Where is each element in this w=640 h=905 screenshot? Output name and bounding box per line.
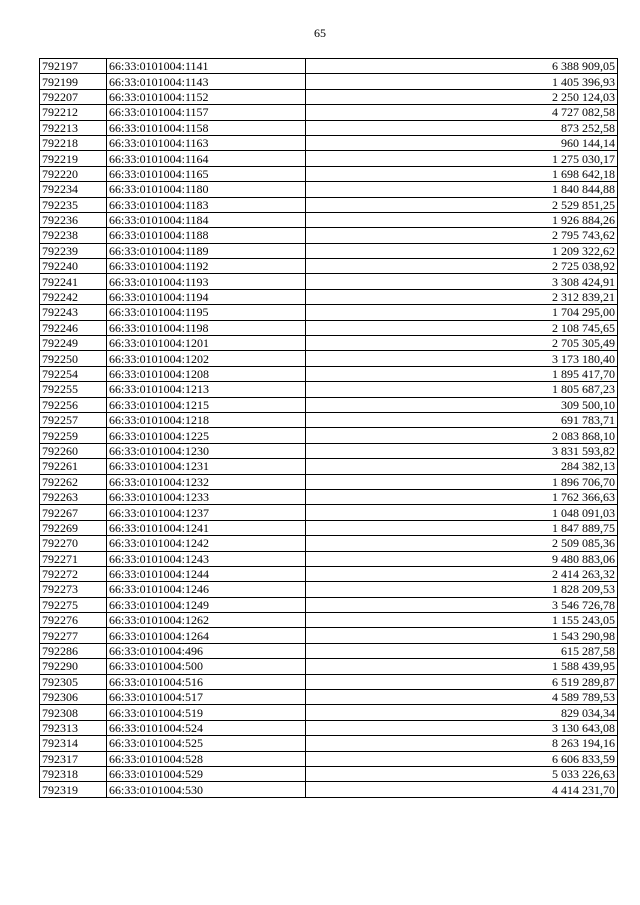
row-number-cell: 792257 xyxy=(40,412,107,427)
cadastral-number-cell: 66:33:0101004:1213 xyxy=(107,382,306,397)
table-row xyxy=(40,613,618,628)
row-number-cell: 792308 xyxy=(40,705,107,720)
cadastral-value-cell: 4 414 231,70 xyxy=(306,782,618,797)
cadastral-value-cell: 2 108 745,65 xyxy=(306,320,618,335)
table-row xyxy=(40,551,618,566)
table-row xyxy=(40,766,618,781)
cadastral-number-cell: 66:33:0101004:1264 xyxy=(107,628,306,643)
cadastral-value-cell: 1 840 844,88 xyxy=(306,182,618,197)
cadastral-number-cell: 66:33:0101004:1262 xyxy=(107,613,306,628)
row-number-cell: 792213 xyxy=(40,120,107,135)
table-row xyxy=(40,135,618,150)
table-row xyxy=(40,597,618,612)
table-row xyxy=(40,582,618,597)
cadastral-number-cell: 66:33:0101004:1198 xyxy=(107,320,306,335)
table-row xyxy=(40,536,618,551)
cadastral-number-cell: 66:33:0101004:1184 xyxy=(107,212,306,227)
row-number-cell: 792273 xyxy=(40,582,107,597)
cadastral-value-cell: 615 287,58 xyxy=(306,643,618,658)
table-row xyxy=(40,412,618,427)
row-number-cell: 792317 xyxy=(40,751,107,766)
cadastral-number-cell: 66:33:0101004:1230 xyxy=(107,443,306,458)
row-number-cell: 792272 xyxy=(40,566,107,581)
cadastral-value-cell: 284 382,13 xyxy=(306,459,618,474)
cadastral-number-cell: 66:33:0101004:1215 xyxy=(107,397,306,412)
table-row xyxy=(40,489,618,504)
row-number-cell: 792313 xyxy=(40,720,107,735)
page-number: 65 xyxy=(314,26,326,40)
cadastral-number-cell: 66:33:0101004:1244 xyxy=(107,566,306,581)
row-number-cell: 792199 xyxy=(40,74,107,89)
table-row xyxy=(40,105,618,120)
cadastral-value-cell: 2 509 085,36 xyxy=(306,536,618,551)
cadastral-number-cell: 66:33:0101004:517 xyxy=(107,690,306,705)
table-row xyxy=(40,89,618,104)
cadastral-number-cell: 66:33:0101004:1195 xyxy=(107,305,306,320)
table-row xyxy=(40,259,618,274)
row-number-cell: 792242 xyxy=(40,289,107,304)
cadastral-value-cell: 3 173 180,40 xyxy=(306,351,618,366)
table-row xyxy=(40,628,618,643)
cadastral-value-cell: 1 896 706,70 xyxy=(306,474,618,489)
row-number-cell: 792255 xyxy=(40,382,107,397)
cadastral-value-cell: 2 725 038,92 xyxy=(306,259,618,274)
table-row xyxy=(40,320,618,335)
cadastral-number-cell: 66:33:0101004:1152 xyxy=(107,89,306,104)
row-number-cell: 792250 xyxy=(40,351,107,366)
row-number-cell: 792263 xyxy=(40,489,107,504)
table-row xyxy=(40,520,618,535)
cadastral-number-cell: 66:33:0101004:1242 xyxy=(107,536,306,551)
cadastral-value-cell: 1 048 091,03 xyxy=(306,505,618,520)
table-row xyxy=(40,659,618,674)
row-number-cell: 792243 xyxy=(40,305,107,320)
cadastral-number-cell: 66:33:0101004:1164 xyxy=(107,151,306,166)
row-number-cell: 792269 xyxy=(40,520,107,535)
cadastral-number-cell: 66:33:0101004:528 xyxy=(107,751,306,766)
cadastral-number-cell: 66:33:0101004:500 xyxy=(107,659,306,674)
cadastral-number-cell: 66:33:0101004:496 xyxy=(107,643,306,658)
row-number-cell: 792306 xyxy=(40,690,107,705)
table-row xyxy=(40,182,618,197)
cadastral-value-cell: 2 250 124,03 xyxy=(306,89,618,104)
cadastral-number-cell: 66:33:0101004:1141 xyxy=(107,59,306,74)
table-row xyxy=(40,705,618,720)
row-number-cell: 792207 xyxy=(40,89,107,104)
row-number-cell: 792239 xyxy=(40,243,107,258)
cadastral-number-cell: 66:33:0101004:1163 xyxy=(107,135,306,150)
table-row xyxy=(40,197,618,212)
table-row xyxy=(40,720,618,735)
table-row xyxy=(40,212,618,227)
cadastral-number-cell: 66:33:0101004:1165 xyxy=(107,166,306,181)
row-number-cell: 792262 xyxy=(40,474,107,489)
cadastral-number-cell: 66:33:0101004:529 xyxy=(107,766,306,781)
table-row xyxy=(40,566,618,581)
cadastral-value-cell: 1 762 366,63 xyxy=(306,489,618,504)
table-row xyxy=(40,151,618,166)
cadastral-value-cell: 4 727 082,58 xyxy=(306,105,618,120)
cadastral-number-cell: 66:33:0101004:1157 xyxy=(107,105,306,120)
cadastral-value-cell: 1 698 642,18 xyxy=(306,166,618,181)
cadastral-number-cell: 66:33:0101004:1237 xyxy=(107,505,306,520)
table-row xyxy=(40,443,618,458)
table-row xyxy=(40,459,618,474)
table-row xyxy=(40,397,618,412)
cadastral-value-cell: 829 034,34 xyxy=(306,705,618,720)
cadastral-value-cell: 873 252,58 xyxy=(306,120,618,135)
table-row xyxy=(40,366,618,381)
cadastral-value-cell: 2 312 839,21 xyxy=(306,289,618,304)
table-row xyxy=(40,305,618,320)
cadastral-value-cell: 309 500,10 xyxy=(306,397,618,412)
cadastral-value-cell: 3 546 726,78 xyxy=(306,597,618,612)
cadastral-value-cell: 8 263 194,16 xyxy=(306,736,618,751)
cadastral-number-cell: 66:33:0101004:1202 xyxy=(107,351,306,366)
cadastral-value-cell: 2 795 743,62 xyxy=(306,228,618,243)
cadastral-value-cell: 5 033 226,63 xyxy=(306,766,618,781)
table-row xyxy=(40,59,618,74)
cadastral-value-cell: 1 588 439,95 xyxy=(306,659,618,674)
row-number-cell: 792277 xyxy=(40,628,107,643)
table-row xyxy=(40,382,618,397)
row-number-cell: 792197 xyxy=(40,59,107,74)
row-number-cell: 792286 xyxy=(40,643,107,658)
cadastral-value-cell: 9 480 883,06 xyxy=(306,551,618,566)
table-row xyxy=(40,228,618,243)
row-number-cell: 792270 xyxy=(40,536,107,551)
row-number-cell: 792267 xyxy=(40,505,107,520)
row-number-cell: 792246 xyxy=(40,320,107,335)
cadastral-number-cell: 66:33:0101004:1232 xyxy=(107,474,306,489)
row-number-cell: 792290 xyxy=(40,659,107,674)
cadastral-value-cell: 1 895 417,70 xyxy=(306,366,618,381)
row-number-cell: 792236 xyxy=(40,212,107,227)
cadastral-number-cell: 66:33:0101004:1143 xyxy=(107,74,306,89)
cadastral-number-cell: 66:33:0101004:525 xyxy=(107,736,306,751)
cadastral-value-cell: 2 529 851,25 xyxy=(306,197,618,212)
cadastral-value-cell: 1 405 396,93 xyxy=(306,74,618,89)
row-number-cell: 792271 xyxy=(40,551,107,566)
row-number-cell: 792275 xyxy=(40,597,107,612)
cadastral-number-cell: 66:33:0101004:1246 xyxy=(107,582,306,597)
table-row xyxy=(40,690,618,705)
table-row xyxy=(40,336,618,351)
table-row xyxy=(40,643,618,658)
cadastral-number-cell: 66:33:0101004:1218 xyxy=(107,412,306,427)
cadastral-value-cell: 1 805 687,23 xyxy=(306,382,618,397)
row-number-cell: 792305 xyxy=(40,674,107,689)
cadastral-value-cell: 1 926 884,26 xyxy=(306,212,618,227)
row-number-cell: 792249 xyxy=(40,336,107,351)
cadastral-number-cell: 66:33:0101004:1192 xyxy=(107,259,306,274)
cadastral-number-cell: 66:33:0101004:1225 xyxy=(107,428,306,443)
row-number-cell: 792261 xyxy=(40,459,107,474)
cadastral-number-cell: 66:33:0101004:1183 xyxy=(107,197,306,212)
row-number-cell: 792319 xyxy=(40,782,107,797)
cadastral-number-cell: 66:33:0101004:1180 xyxy=(107,182,306,197)
registry-table-body xyxy=(40,59,618,798)
cadastral-value-cell: 2 083 868,10 xyxy=(306,428,618,443)
table-row xyxy=(40,428,618,443)
row-number-cell: 792260 xyxy=(40,443,107,458)
row-number-cell: 792254 xyxy=(40,366,107,381)
cadastral-number-cell: 66:33:0101004:1241 xyxy=(107,520,306,535)
table-row xyxy=(40,351,618,366)
cadastral-value-cell: 6 388 909,05 xyxy=(306,59,618,74)
cadastral-number-cell: 66:33:0101004:1249 xyxy=(107,597,306,612)
cadastral-number-cell: 66:33:0101004:1194 xyxy=(107,289,306,304)
row-number-cell: 792240 xyxy=(40,259,107,274)
row-number-cell: 792238 xyxy=(40,228,107,243)
cadastral-number-cell: 66:33:0101004:1188 xyxy=(107,228,306,243)
table-row xyxy=(40,751,618,766)
table-row xyxy=(40,166,618,181)
row-number-cell: 792212 xyxy=(40,105,107,120)
row-number-cell: 792241 xyxy=(40,274,107,289)
cadastral-number-cell: 66:33:0101004:1243 xyxy=(107,551,306,566)
cadastral-number-cell: 66:33:0101004:530 xyxy=(107,782,306,797)
cadastral-number-cell: 66:33:0101004:1231 xyxy=(107,459,306,474)
table-row xyxy=(40,289,618,304)
cadastral-value-cell: 1 209 322,62 xyxy=(306,243,618,258)
table-row xyxy=(40,74,618,89)
cadastral-value-cell: 1 847 889,75 xyxy=(306,520,618,535)
cadastral-value-cell: 1 704 295,00 xyxy=(306,305,618,320)
row-number-cell: 792235 xyxy=(40,197,107,212)
cadastral-number-cell: 66:33:0101004:1158 xyxy=(107,120,306,135)
row-number-cell: 792314 xyxy=(40,736,107,751)
cadastral-number-cell: 66:33:0101004:1193 xyxy=(107,274,306,289)
cadastral-value-cell: 2 705 305,49 xyxy=(306,336,618,351)
cadastral-number-cell: 66:33:0101004:524 xyxy=(107,720,306,735)
cadastral-value-cell: 3 308 424,91 xyxy=(306,274,618,289)
cadastral-value-cell: 6 606 833,59 xyxy=(306,751,618,766)
row-number-cell: 792276 xyxy=(40,613,107,628)
cadastral-value-cell: 6 519 289,87 xyxy=(306,674,618,689)
cadastral-value-cell: 2 414 263,32 xyxy=(306,566,618,581)
cadastral-value-cell: 1 155 243,05 xyxy=(306,613,618,628)
cadastral-number-cell: 66:33:0101004:516 xyxy=(107,674,306,689)
cadastral-value-cell: 3 831 593,82 xyxy=(306,443,618,458)
cadastral-value-cell: 691 783,71 xyxy=(306,412,618,427)
cadastral-number-cell: 66:33:0101004:1233 xyxy=(107,489,306,504)
row-number-cell: 792234 xyxy=(40,182,107,197)
row-number-cell: 792218 xyxy=(40,135,107,150)
table-row xyxy=(40,782,618,797)
cadastral-number-cell: 66:33:0101004:1189 xyxy=(107,243,306,258)
table-row xyxy=(40,736,618,751)
row-number-cell: 792256 xyxy=(40,397,107,412)
registry-table xyxy=(39,58,618,798)
table-row xyxy=(40,505,618,520)
table-row xyxy=(40,674,618,689)
row-number-cell: 792318 xyxy=(40,766,107,781)
table-row xyxy=(40,120,618,135)
row-number-cell: 792220 xyxy=(40,166,107,181)
table-row xyxy=(40,243,618,258)
cadastral-number-cell: 66:33:0101004:519 xyxy=(107,705,306,720)
cadastral-value-cell: 1 828 209,53 xyxy=(306,582,618,597)
table-row xyxy=(40,474,618,489)
cadastral-value-cell: 960 144,14 xyxy=(306,135,618,150)
cadastral-number-cell: 66:33:0101004:1208 xyxy=(107,366,306,381)
row-number-cell: 792219 xyxy=(40,151,107,166)
cadastral-value-cell: 4 589 789,53 xyxy=(306,690,618,705)
cadastral-value-cell: 1 543 290,98 xyxy=(306,628,618,643)
cadastral-number-cell: 66:33:0101004:1201 xyxy=(107,336,306,351)
table-row xyxy=(40,274,618,289)
row-number-cell: 792259 xyxy=(40,428,107,443)
cadastral-value-cell: 3 130 643,08 xyxy=(306,720,618,735)
cadastral-value-cell: 1 275 030,17 xyxy=(306,151,618,166)
